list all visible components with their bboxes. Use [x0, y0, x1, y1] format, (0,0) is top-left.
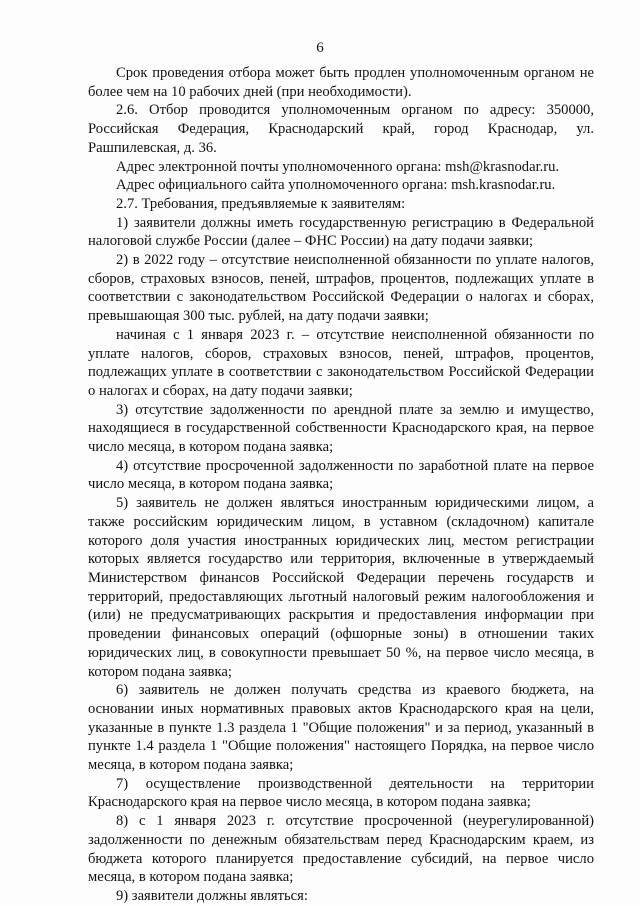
- requirement-5: 5) заявитель не должен являться иностранным юридическими лицом, а также российским юридическим лицом, в уставном (складочном) капитале которого доля участия иностранных юридических лиц, местом регистрации которых является государство или территория, включенные в утверждаемый Министерством финансов Российской Федерации перечень государств и территорий, предоставляющих льготный налоговый режим налогообложения и (или) не предусматривающих раскрытия и предоставления информации при проведении финансовых операций (офшорные зоны) в отношении таких юридических лиц, в совокупности превышает 50 %, на первое число месяца, в котором подана заявка;: [88, 495, 594, 680]
- requirement-9: 9) заявители должны являться:: [116, 887, 308, 904]
- paragraph-website: Адрес официального сайта уполномоченного органа: msh.krasnodar.ru.: [116, 177, 556, 194]
- document-body: [88, 64, 594, 906]
- paragraph-2-6-address: 2.6. Отбор проводится уполномоченным органом по адресу: 350000, Российская Федерация, Краснодарский край, город Краснодар, ул. Рашпилевская, д. 36.: [88, 102, 594, 156]
- requirement-2: 2) в 2022 году – отсутствие неисполненной обязанности по уплате налогов, сборов, страховых взносов, пеней, штрафов, процентов, подлежащих уплате в соответствии с законодательством Российской Федерации о налогах и сборах, превышающая 300 тыс. рублей, на дату подачи заявки;: [88, 252, 594, 325]
- requirement-2-from-2023: начиная с 1 января 2023 г. – отсутствие неисполненной обязанности по уплате налогов, сборов, страховых взносов, пеней, штрафов, процентов, подлежащих уплате в соответствии с законодательством Российской Федерации о налогах и сборах, на дату подачи заявки;: [88, 326, 594, 399]
- page-number: 6: [316, 40, 324, 56]
- requirement-8: 8) с 1 января 2023 г. отсутствие просроченной (неурегулированной) задолженности по денежным обязательствам перед Краснодарским краем, из бюджета которого планируется предоставление субсидий, на первое число месяца, в котором подана заявка;: [88, 813, 594, 886]
- paragraph-2-7-heading: 2.7. Требования, предъявляемые к заявителям:: [116, 195, 406, 212]
- paragraph-deadline-extension: Срок проведения отбора может быть продлен уполномоченным органом не более чем на 10 рабочих дней (при необходимости).: [88, 65, 594, 100]
- requirement-1: 1) заявители должны иметь государственную регистрацию в Федеральной налоговой службе России (далее – ФНС России) на дату подачи заявки;: [88, 214, 594, 250]
- paragraph-email: Адрес электронной почты уполномоченного органа: msh@krasnodar.ru.: [116, 158, 560, 175]
- requirement-4: 4) отсутствие просроченной задолженности по заработной плате на первое число месяца, в котором подана заявка;: [88, 457, 594, 493]
- requirement-6: 6) заявитель не должен получать средства из краевого бюджета, на основании иных нормативных правовых актов Краснодарского края на цели, указанные в пункте 1.3 раздела 1 "Общие положения" и за период, указанный в пункте 1.4 раздела 1 "Общие положения" настоящего Порядка, на первое число месяца, в котором подана заявка;: [88, 682, 594, 774]
- requirement-7: 7) осуществление производственной деятельности на территории Краснодарского края на первое число месяца, в котором подана заявка;: [88, 775, 594, 811]
- requirement-3: 3) отсутствие задолженности по арендной плате за землю и имущество, находящиеся в государственной собственности Краснодарского края, на первое число месяца, в котором подана заявка;: [88, 401, 594, 456]
